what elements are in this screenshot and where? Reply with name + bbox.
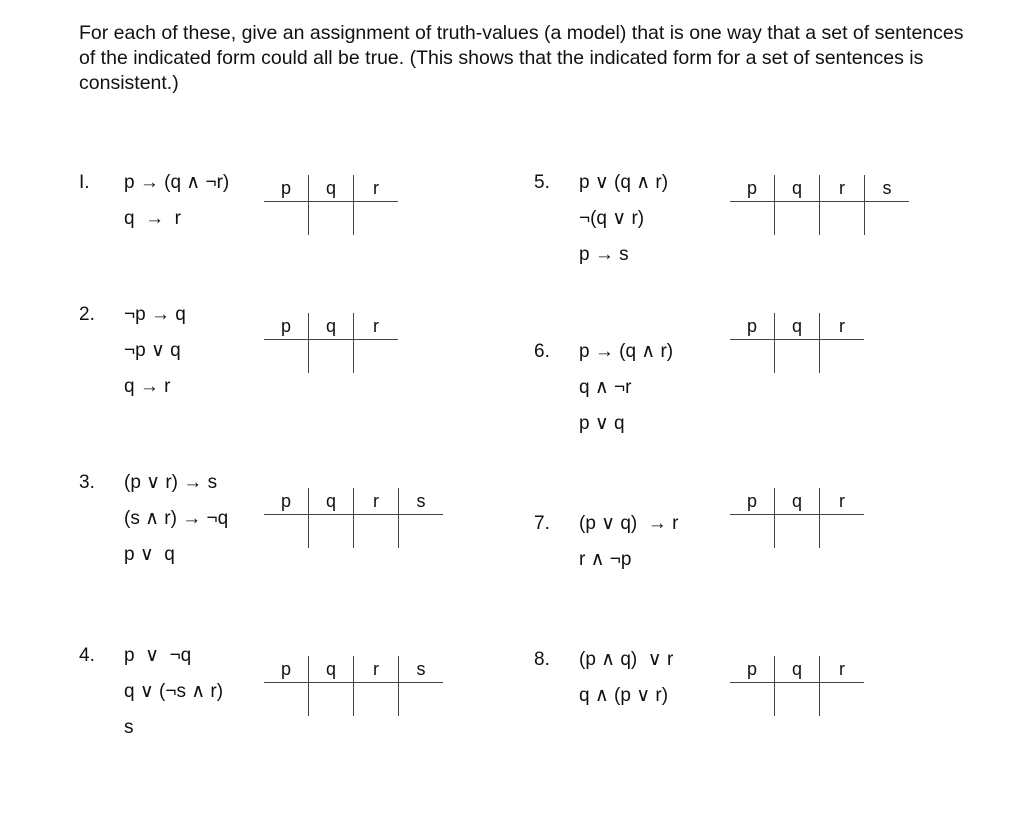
var-header: r <box>820 175 865 202</box>
truth-table[interactable] <box>264 488 443 548</box>
var-header: s <box>399 488 444 515</box>
problem-number: 4. <box>79 645 95 666</box>
value-cell[interactable] <box>399 515 444 549</box>
sentence: s <box>124 717 134 738</box>
sentence: (p ∨ r) → s <box>124 472 218 493</box>
problem-number: 5. <box>534 172 550 193</box>
value-cell[interactable] <box>264 683 309 717</box>
value-cell[interactable] <box>730 683 775 717</box>
value-cell[interactable] <box>309 202 354 236</box>
var-header: s <box>399 656 444 683</box>
var-header: r <box>354 175 399 202</box>
sentence-list <box>579 513 678 585</box>
var-header: q <box>775 656 820 683</box>
var-header: s <box>865 175 910 202</box>
sentence: p ∨ (q ∧ r) <box>579 172 669 193</box>
var-header: q <box>309 488 354 515</box>
var-header: q <box>309 175 354 202</box>
sentence: q → r <box>124 376 171 397</box>
value-cell[interactable] <box>730 202 775 236</box>
value-cell[interactable] <box>264 202 309 236</box>
value-cell[interactable] <box>354 340 399 374</box>
sentence: p → (q ∧ ¬r) <box>124 172 230 193</box>
problem-number: 8. <box>534 649 550 670</box>
problem-number: 7. <box>534 513 550 534</box>
problem-number: I. <box>79 172 90 193</box>
value-cell[interactable] <box>354 683 399 717</box>
var-header: q <box>775 175 820 202</box>
sentence: q → r <box>124 208 182 229</box>
sentence-list <box>124 472 228 580</box>
value-cell[interactable] <box>820 202 865 236</box>
var-header: p <box>264 175 309 202</box>
problem-number: 6. <box>534 341 550 362</box>
value-cell[interactable] <box>820 683 865 717</box>
var-header: q <box>309 313 354 340</box>
sentence-list <box>124 304 186 412</box>
var-header: p <box>730 313 775 340</box>
truth-table[interactable] <box>730 313 864 373</box>
truth-table[interactable] <box>264 175 398 235</box>
value-cell[interactable] <box>309 515 354 549</box>
value-cell[interactable] <box>309 340 354 374</box>
truth-table[interactable] <box>264 656 443 716</box>
sentence: p ∨ q <box>579 413 625 434</box>
sentence-list <box>579 649 673 721</box>
var-header: r <box>820 488 865 515</box>
sentence: (p ∧ q) ∨ r <box>579 649 674 670</box>
value-cell[interactable] <box>354 515 399 549</box>
var-header: r <box>354 313 399 340</box>
sentence-list <box>579 341 673 449</box>
var-header: p <box>730 656 775 683</box>
value-cell[interactable] <box>264 515 309 549</box>
sentence: r ∧ ¬p <box>579 549 632 570</box>
instructions-text: For each of these, give an assignment of truth-values (a model) that is one way that a set of sentences of the indicated form could all be true. (This shows that the indicated form for a set of sentences is consistent.) <box>79 22 964 94</box>
value-cell[interactable] <box>775 515 820 549</box>
value-cell[interactable] <box>775 202 820 236</box>
problem-number: 3. <box>79 472 95 493</box>
sentence-list <box>579 172 668 280</box>
value-cell[interactable] <box>730 515 775 549</box>
sentence: q ∨ (¬s ∧ r) <box>124 681 224 702</box>
sentence: ¬p ∨ q <box>124 340 181 361</box>
value-cell[interactable] <box>264 340 309 374</box>
sentence: (p ∨ q) → r <box>579 513 679 534</box>
value-cell[interactable] <box>820 340 865 374</box>
sentence: p ∨ ¬q <box>124 645 192 666</box>
value-cell[interactable] <box>865 202 910 236</box>
sentence: p ∨ q <box>124 544 175 565</box>
truth-table[interactable] <box>730 656 864 716</box>
var-header: r <box>820 656 865 683</box>
value-cell[interactable] <box>354 202 399 236</box>
sentence: ¬(q ∨ r) <box>579 208 645 229</box>
sentence: p → (q ∧ r) <box>579 341 674 362</box>
value-cell[interactable] <box>399 683 444 717</box>
var-header: p <box>730 175 775 202</box>
var-header: r <box>354 488 399 515</box>
var-header: q <box>775 313 820 340</box>
var-header: r <box>820 313 865 340</box>
sentence: p → s <box>579 244 629 265</box>
sentence-list <box>124 645 223 753</box>
var-header: p <box>264 488 309 515</box>
sentence: (s ∧ r) → ¬q <box>124 508 229 529</box>
var-header: r <box>354 656 399 683</box>
value-cell[interactable] <box>730 340 775 374</box>
value-cell[interactable] <box>820 515 865 549</box>
var-header: p <box>264 656 309 683</box>
var-header: p <box>730 488 775 515</box>
truth-table[interactable] <box>730 488 864 548</box>
sentence: q ∧ ¬r <box>579 377 632 398</box>
sentence: ¬p → q <box>124 304 186 325</box>
truth-table[interactable] <box>730 175 909 235</box>
var-header: p <box>264 313 309 340</box>
value-cell[interactable] <box>775 340 820 374</box>
sentence: q ∧ (p ∨ r) <box>579 685 669 706</box>
value-cell[interactable] <box>309 683 354 717</box>
var-header: q <box>309 656 354 683</box>
problem-number: 2. <box>79 304 95 325</box>
sentence-list <box>124 172 229 244</box>
value-cell[interactable] <box>775 683 820 717</box>
var-header: q <box>775 488 820 515</box>
truth-table[interactable] <box>264 313 398 373</box>
